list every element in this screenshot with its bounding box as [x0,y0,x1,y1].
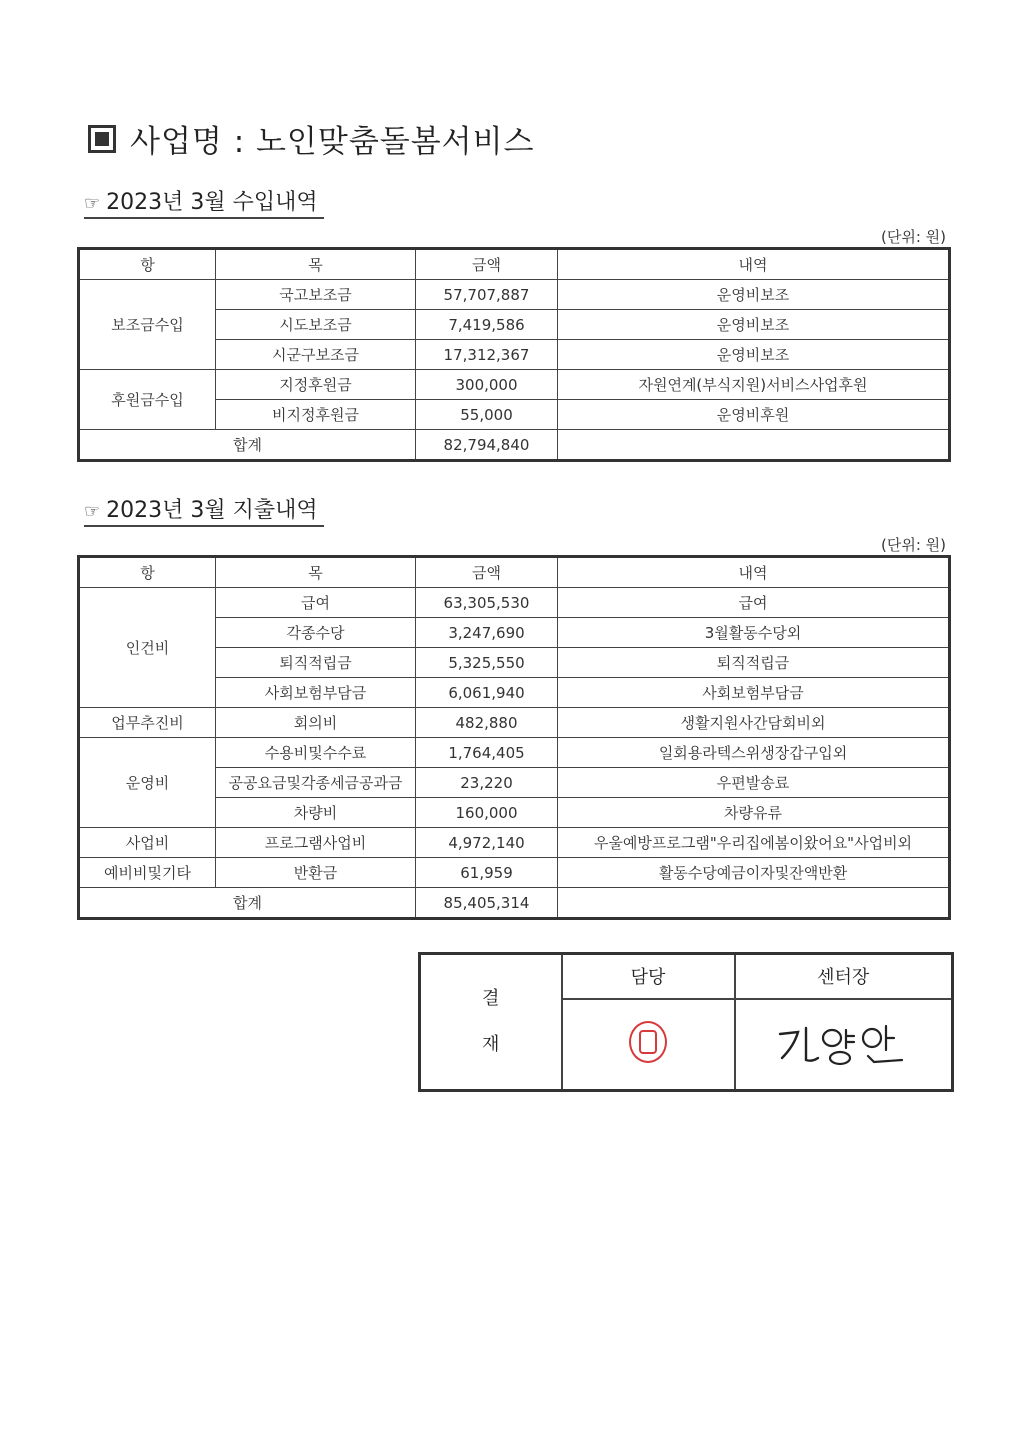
amount-cell: 63,305,530 [416,588,558,618]
amount-cell: 482,880 [416,708,558,738]
amount-cell: 61,959 [416,858,558,888]
square-bullet-icon [88,125,116,153]
total-amount: 85,405,314 [416,888,558,919]
category-cell: 사업비 [79,828,216,858]
detail-cell: 활동수당예금이자및잔액반환 [558,858,950,888]
item-cell: 공공요금및각종세금공과금 [216,768,416,798]
approval-label-2: 재 [482,1034,500,1055]
income-heading [84,190,324,219]
detail-cell: 급여 [558,588,950,618]
item-cell: 지정후원금 [216,370,416,400]
item-cell: 회의비 [216,708,416,738]
item-cell: 시도보조금 [216,310,416,340]
category-cell: 후원금수입 [79,370,216,430]
page-title [88,116,535,161]
item-cell: 시군구보조금 [216,340,416,370]
amount-cell: 4,972,140 [416,828,558,858]
handwritten-signature [768,1012,918,1072]
detail-cell: 운영비보조 [558,310,950,340]
business-name: 사업명 : 노인맞춤돌봄서비스 [130,124,535,160]
table-row [79,588,950,618]
total-detail-empty [558,430,950,461]
table-row [79,828,950,858]
total-row [79,430,950,461]
item-cell: 사회보험부담금 [216,678,416,708]
item-cell: 각종수당 [216,618,416,648]
table-row [79,738,950,768]
amount-cell: 300,000 [416,370,558,400]
item-cell: 프로그램사업비 [216,828,416,858]
amount-cell: 23,220 [416,768,558,798]
detail-cell: 생활지원사간담회비외 [558,708,950,738]
approval-col-manager: 담당 [562,954,735,999]
item-cell: 퇴직적립금 [216,648,416,678]
pointing-hand-icon: ☞ [84,193,101,214]
item-cell: 비지정후원금 [216,400,416,430]
red-seal-stamp [629,1021,667,1063]
item-cell: 급여 [216,588,416,618]
total-amount: 82,794,840 [416,430,558,461]
detail-cell: 사회보험부담금 [558,678,950,708]
income-heading-text: 2023년 3월 수입내역 [106,190,318,215]
table-header-row [79,249,950,280]
category-cell: 보조금수입 [79,280,216,370]
amount-cell: 17,312,367 [416,340,558,370]
column-header: 목 [216,557,416,588]
approval-box [418,952,954,1092]
detail-cell: 운영비후원 [558,400,950,430]
detail-cell: 차량유류 [558,798,950,828]
detail-cell: 일회용라텍스위생장갑구입외 [558,738,950,768]
category-cell: 운영비 [79,738,216,828]
expense-table [77,555,951,920]
amount-cell: 3,247,690 [416,618,558,648]
total-row [79,888,950,919]
table-row [79,858,950,888]
column-header: 금액 [416,249,558,280]
column-header: 목 [216,249,416,280]
expense-unit: (단위: 원) [881,536,946,554]
income-unit: (단위: 원) [881,228,946,246]
item-cell: 반환금 [216,858,416,888]
table-row [79,280,950,310]
table-row [79,370,950,400]
amount-cell: 7,419,586 [416,310,558,340]
amount-cell: 160,000 [416,798,558,828]
detail-cell: 운영비보조 [558,340,950,370]
amount-cell: 57,707,887 [416,280,558,310]
detail-cell: 3월활동수당외 [558,618,950,648]
director-signature-cell [735,999,953,1091]
detail-cell: 운영비보조 [558,280,950,310]
category-cell: 인건비 [79,588,216,708]
amount-cell: 5,325,550 [416,648,558,678]
total-label: 합계 [79,888,416,919]
column-header: 내역 [558,249,950,280]
total-detail-empty [558,888,950,919]
item-cell: 차량비 [216,798,416,828]
detail-cell: 우편발송료 [558,768,950,798]
approval-label [420,954,562,1091]
category-cell: 업무추진비 [79,708,216,738]
expense-heading-text: 2023년 3월 지출내역 [106,498,318,523]
category-cell: 예비비및기타 [79,858,216,888]
amount-cell: 55,000 [416,400,558,430]
table-header-row [79,557,950,588]
manager-seal [562,999,735,1091]
item-cell: 국고보조금 [216,280,416,310]
amount-cell: 1,764,405 [416,738,558,768]
item-cell: 수용비및수수료 [216,738,416,768]
column-header: 항 [79,249,216,280]
column-header: 내역 [558,557,950,588]
total-label: 합계 [79,430,416,461]
expense-heading [84,498,324,527]
detail-cell: 우울예방프로그램"우리집에봄이왔어요"사업비외 [558,828,950,858]
approval-col-director: 센터장 [735,954,953,999]
column-header: 항 [79,557,216,588]
column-header: 금액 [416,557,558,588]
income-table [77,247,951,462]
amount-cell: 6,061,940 [416,678,558,708]
detail-cell: 자원연계(부식지원)서비스사업후원 [558,370,950,400]
detail-cell: 퇴직적립금 [558,648,950,678]
pointing-hand-icon: ☞ [84,501,101,522]
approval-label-1: 결 [482,988,500,1009]
table-row [79,708,950,738]
